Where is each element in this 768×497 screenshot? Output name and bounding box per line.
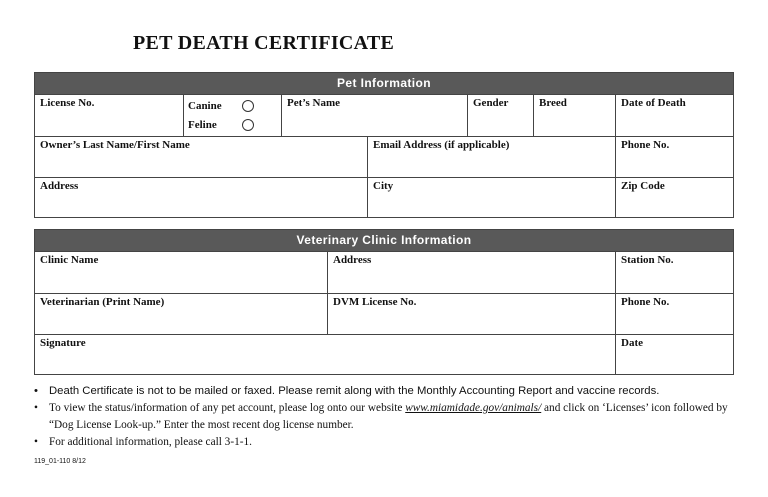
note-text: Death Certificate is not to be mailed or faxed. Please remit along with the Monthly Accounting Report and vaccine records. — [49, 385, 660, 397]
vet-clinic-header: Veterinary Clinic Information — [35, 230, 733, 252]
signature-label: Signature — [40, 337, 86, 349]
note-text: To view the status/information of any pet account, please log onto our website — [49, 402, 406, 414]
vet-phone-label: Phone No. — [621, 296, 670, 308]
veterinarian-field[interactable] — [35, 294, 327, 334]
station-no-label: Station No. — [621, 254, 674, 266]
bullet: • — [34, 402, 38, 414]
owner-address-label: Address — [40, 180, 79, 192]
pet-row-3 — [35, 177, 733, 218]
clinic-address-label: Address — [333, 254, 372, 266]
note-item — [34, 400, 754, 434]
vet-row-3 — [35, 334, 733, 375]
signature-field[interactable] — [35, 335, 615, 375]
pets-name-label: Pet’s Name — [287, 97, 341, 109]
dvm-license-field[interactable] — [327, 294, 615, 334]
gender-field[interactable] — [467, 95, 533, 136]
veterinarian-label: Veterinarian (Print Name) — [40, 296, 165, 308]
license-no-field[interactable] — [35, 95, 183, 136]
owner-address-field[interactable] — [35, 178, 367, 218]
date-of-death-field[interactable] — [615, 95, 733, 136]
owner-name-label: Owner’s Last Name/First Name — [40, 139, 190, 151]
gender-label: Gender — [473, 97, 509, 109]
form-number: 119_01-110 8/12 — [34, 458, 86, 465]
breed-label: Breed — [539, 97, 567, 109]
clinic-name-label: Clinic Name — [40, 254, 99, 266]
website-link[interactable]: www.miamidade.gov/animals/ — [405, 402, 542, 414]
note-text: For additional information, please call 3-1-1. — [49, 436, 252, 448]
city-field[interactable] — [367, 178, 615, 218]
email-label: Email Address (if applicable) — [373, 139, 510, 151]
zip-code-label: Zip Code — [621, 180, 665, 192]
city-label: City — [373, 180, 394, 192]
note-item — [34, 383, 754, 400]
owner-phone-label: Phone No. — [621, 139, 670, 151]
email-field[interactable] — [367, 137, 615, 177]
date-field[interactable] — [615, 335, 733, 375]
breed-field[interactable] — [533, 95, 615, 136]
clinic-address-field[interactable] — [327, 252, 615, 293]
vet-clinic-section — [34, 229, 734, 375]
pets-name-field[interactable] — [281, 95, 467, 136]
station-no-field[interactable] — [615, 252, 733, 293]
notes-list — [34, 383, 754, 451]
bullet: • — [34, 436, 38, 448]
canine-radio[interactable] — [242, 100, 254, 112]
note-text: and click on ‘Licenses’ icon followed by “Dog License Look-up.” Enter the most recent dog license number. — [49, 402, 728, 431]
dvm-license-label: DVM License No. — [333, 296, 417, 308]
canine-label: Canine — [188, 100, 222, 112]
vet-phone-field[interactable] — [615, 294, 733, 334]
bullet: • — [34, 385, 38, 397]
feline-radio[interactable] — [242, 119, 254, 131]
date-of-death-label: Date of Death — [621, 97, 686, 109]
zip-code-field[interactable] — [615, 178, 733, 218]
pet-information-header: Pet Information — [35, 73, 733, 95]
owner-name-field[interactable] — [35, 137, 367, 177]
vet-row-2 — [35, 293, 733, 334]
pet-row-2 — [35, 136, 733, 177]
license-no-label: License No. — [40, 97, 95, 109]
pet-information-section — [34, 72, 734, 218]
note-item — [34, 434, 754, 451]
page-title: PET DEATH CERTIFICATE — [133, 32, 395, 54]
owner-phone-field[interactable] — [615, 137, 733, 177]
clinic-name-field[interactable] — [35, 252, 327, 293]
feline-label: Feline — [188, 119, 217, 131]
date-label: Date — [621, 337, 643, 349]
pet-row-1 — [35, 95, 733, 136]
vet-row-1 — [35, 252, 733, 293]
species-field — [183, 95, 281, 136]
